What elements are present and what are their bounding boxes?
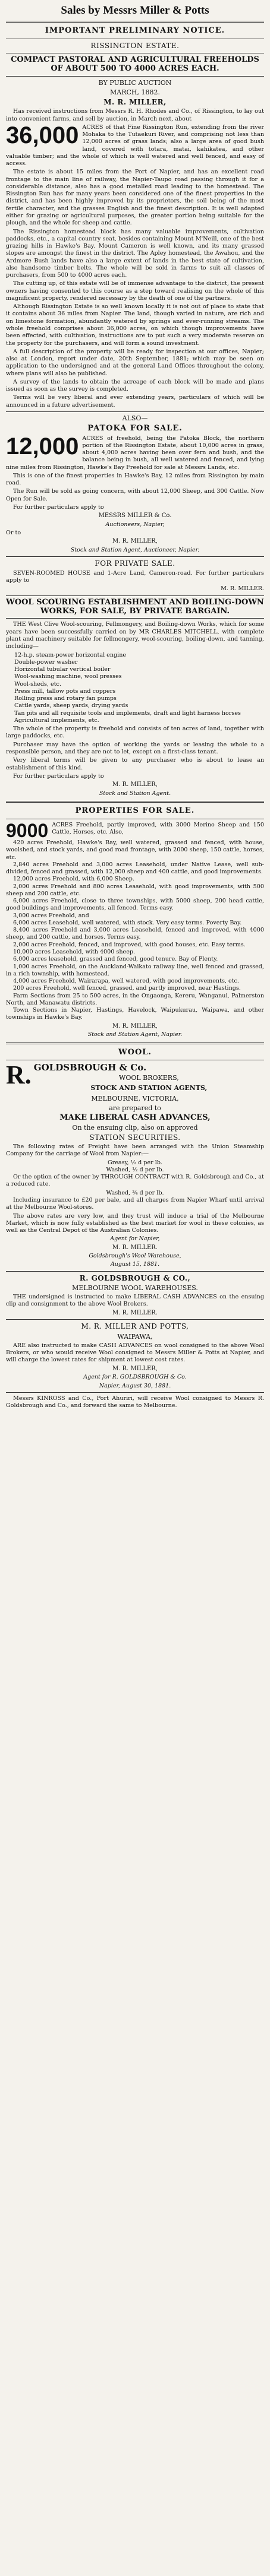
property-item: 6,000 acres leasehold, grassed and fenced, good tenure. Bay of Plenty. [13, 956, 218, 963]
goldsbrough-line: are prepared to [109, 1104, 161, 1112]
divider [6, 801, 264, 803]
divider [6, 1271, 264, 1272]
wool-items-list [14, 652, 264, 725]
property-item: 2,000 acres Freehold, fenced, and improved, with good houses, etc. Easy terms. [13, 941, 246, 948]
divider [6, 556, 264, 557]
notice-para: Terms will be very liberal and ever extending years, particulars of which will be announced in a future advertisement. [6, 394, 264, 408]
miller-potts-title: M. R. MILLER AND POTTS, [81, 1322, 189, 1331]
property-item: 1,000 acres Freehold, on the Auckland-Waikato railway line, well fenced and grassed, in a rich township, with homestead. [6, 963, 264, 977]
property-item: 6,000 acres Leasehold, well watered, with stock. Very easy terms. Poverty Bay. [13, 919, 242, 926]
private-agent: M. R. MILLER. [221, 585, 264, 592]
freight-rate: Washed, ¾ d per lb. [106, 1189, 164, 1196]
goldsbrough-para: The above rates are very low, and they trust will induce a trial of the Melbourne Market, which is now fully established as the best market for wool in these colonies, as well as the Central Depot of the Australian Colonies. [6, 1212, 264, 1234]
list-item: Wool-washing machine, wool presses [14, 673, 122, 680]
acres-number: 36,000 [6, 122, 79, 148]
goldsbrough-agent-sub: Goldsbrough's Wool Warehouse, [89, 1253, 181, 1260]
goldsbrough-agent-for: Agent for Napier, [110, 1235, 160, 1243]
wool-section-title: WOOL. [118, 1047, 152, 1057]
wool-para: Very liberal terms will be given to any purchaser who is about to lease an establishment of this kind. [6, 757, 264, 771]
patoka-agent2: M. R. MILLER, [112, 538, 158, 545]
property-item: 420 acres Freehold, Hawke's Bay, well watered, grassed and fenced, with house, woolshed, and stock yards, and good road frontage, with 2000 sheep, 150 cattle, horses, etc. [6, 839, 264, 861]
list-item: Double-power washer [14, 658, 78, 666]
property-item: 4,000 acres Freehold, Wairarapa, well watered, with good improvements, etc. [13, 978, 239, 985]
goldsbrough-ad [6, 1048, 264, 1269]
melbourne-subtitle: MELBOURNE WOOL WAREHOUSES. [72, 1284, 198, 1292]
divider [6, 618, 264, 619]
property-item: 12,000 acres Freehold, with 6,000 Sheep. [13, 876, 134, 883]
notice-para: The cutting up, of this estate will be of immense advantage to the district, the present owners having consented to this course as a step toward realising on the whole of this magnificent property, rendered necessary by the death of one of the partners. [6, 280, 264, 302]
patoka-acres-number: 12,000 [6, 433, 79, 460]
notice-title: IMPORTANT PRELIMINARY NOTICE. [45, 26, 225, 35]
also-label: ALSO— [122, 414, 148, 422]
wool-para: The whole of the property is freehold and consists of ten acres of land, together with large paddocks, etc. [6, 725, 264, 740]
property-item: 200 acres Freehold, well fenced, grassed, and partly improved, near Hastings. [13, 985, 241, 992]
list-item: 12-h.p. steam-power horizontal engine [14, 651, 127, 658]
patoka-agent1-sub: Auctioneers, Napier, [105, 521, 165, 528]
goldsbrough-line: STOCK AND STATION AGENTS, [90, 1083, 208, 1092]
notice-para: A survey of the lands to obtain the acreage of each block will be made and plans issued as soon as the survey is completed. [6, 378, 264, 393]
divider [6, 1319, 264, 1320]
rissington-notice [6, 26, 264, 409]
patoka-agent2-sub: Stock and Station Agent, Auctioneer, Napier. [70, 547, 200, 554]
goldsbrough-para: Including insurance to £20 per bale, and all charges from Napier Wharf until arrival at the Melbourne Wool-stores. [6, 1197, 264, 1211]
divider [6, 21, 264, 23]
wool-scouring-ad [6, 598, 264, 797]
properties-title: PROPERTIES FOR SALE. [75, 806, 195, 815]
notice-intro: Has received instructions from Messrs R. H. Rhodes and Co., of Rissington, to lay out into convenient farms, and sell by auction, in March next, about [6, 108, 264, 122]
list-item: Horizontal tubular vertical boiler [14, 666, 111, 673]
wool-agent-sub: Stock and Station Agent. [99, 790, 171, 797]
list-item: Wool-sheds, etc. [14, 680, 61, 687]
miller-potts-agent-sub: Agent for R. GOLDSBROUGH & Co. [83, 1374, 187, 1381]
goldsbrough-para: The following rates of Freight have been arranged with the Union Steamship Company for the carriage of Wool from Napier:— [6, 1143, 264, 1158]
properties-agent: M. R. MILLER, [112, 1022, 158, 1029]
freight-rate: Washed, ½ d per lb. [106, 1166, 164, 1173]
miller-potts-text: ARE also instructed to make CASH ADVANCES on wool consigned to the above Wool Brokers, or who would receive Wool consigned to Messrs Miller & Potts at Napier, and will charge the lowest rates for shipment at lowest cost rates. [6, 1342, 264, 1364]
properties-agent-sub: Stock and Station Agent, Napier. [87, 1031, 183, 1038]
goldsbrough-line: On the ensuing clip, also on approved [72, 1123, 198, 1132]
list-item: Tan pits and all requisite tools and implements, draft and light harness horses [14, 709, 241, 717]
divider [6, 76, 264, 77]
melbourne-title: R. GOLDSBROUGH & CO., [79, 1273, 191, 1282]
footer-text: Messrs KINROSS and Co., Port Ahuriri, will receive Wool consigned to Messrs R. Goldsbrough and Co., and forward the same to Melbourne. [6, 1395, 264, 1409]
wool-para: Purchaser may have the option of working the yards or leasing the whole to a responsible person, and they are not to let, except on a first-class tenant. [6, 741, 264, 755]
acres-text: ACRES of that Fine Rissington Run, extending from the river Mohaka to the Tutaekuri River, and comprising not less than 12,000 acres of grass lands; also a large area of good bush land, covered with totara, matai, kahikatea, and other valuable timber; and the whole of which is well watered and well fenced, and easy of access. [6, 123, 264, 167]
estate-name: RISSINGTON ESTATE. [90, 41, 180, 50]
property-item: Farm Sections from 25 to 500 acres, in the Ongaonga, Kereru, Wanganui, Palmerston North, and Manawatu districts. [6, 992, 264, 1006]
list-item: Agricultural implements, etc. [14, 717, 99, 724]
goldsbrough-line: MAKE LIBERAL CASH ADVANCES, [59, 1113, 211, 1122]
notice-para: Although Rissington Estate is so well known locally it is not out of place to state that it contains about 36 miles from Napier. The land, though varied in nature, are rich and on limestone formation, abundantly watered by springs and ever-running streams. The whole freehold comprises about 36,000 acres, on which though improvements have been effected, with cultivation, instructions are to put such a very moderate reserve on the property for the purchasers, and will form a sound investment. [6, 303, 264, 347]
miller-potts-place: WAIPAWA, [117, 1332, 153, 1341]
miller-potts-agent: M. R. MILLER, [112, 1365, 158, 1372]
notice-subtitle: COMPACT PASTORAL AND AGRICULTURAL FREEHOLDS OF ABOUT 500 TO 4000 ACRES EACH. [11, 55, 259, 73]
private-title: FOR PRIVATE SALE. [95, 559, 175, 568]
patoka-ad [6, 414, 264, 555]
property-item: 6,000 acres Freehold, close to three townships, with 5000 sheep, 200 head cattle, good buildings and improvements, all fenced. Terms easy. [6, 898, 264, 912]
divider [6, 411, 264, 412]
notice-para: The Rissington homestead block has many valuable improvements, cultivation paddocks, etc., a capital country seat, besides containing Mount M'Neill, one of the best grazing hills in Hawke's Bay. Mount Cameron is well known, and its many grassed slopes are amongst the finest in the district. The Apley homestead, the Awahou, and the Ardmore Bush lands have also a large extent of lands in the best state of cultivation, also handsome timber belts. The whole will be sold in farms to suit all classes of purchasers, from 500 to 4000 acres each. [6, 228, 264, 279]
list-item: Rolling press and rotary fan pumps [14, 695, 117, 702]
patoka-particulars: For further particulars apply to [13, 503, 104, 511]
properties-acres-text: ACRES Freehold, partly improved, with 3000 Merino Sheep and 150 Cattle, Horses, etc. Also, [52, 821, 264, 835]
freight-rate: Greasy, ½ d per lb. [107, 1159, 163, 1166]
auction-date: MARCH, 1882. [110, 88, 160, 96]
property-item: 10,000 acres Leasehold, with 4000 sheep. [13, 948, 136, 955]
auction-label: BY PUBLIC AUCTION [98, 78, 172, 87]
notice-para: The estate is about 15 miles from the Port of Napier, and has an excellent road frontage to the main line of railway, the Napier-Taupo road passing through it for a considerable distance, also has a good metalled road leading to the homestead. The Rissington Run has for many years been considered one of the finest properties in the district, and has been highly improved by its proprietors, the soil being of the most fertile character, and the grasses English and the finest description. It is well adapted either for grazing or agricultural purposes, the greater portion being suitable for the plough, and the whole for sheep and cattle. [6, 169, 264, 227]
footer-notice [6, 1395, 264, 1410]
wool-intro: THE West Clive Wool-scouring, Fellmongery, and Boiling-down Works, which for some years have been successfully carried on by MR CHARLES MITCHELL, with complete plant and machinery suitable for fellmongery, wool-scouring, boiling-down, and tanning, including— [6, 621, 264, 650]
properties-acres-number: 9000 [6, 819, 49, 841]
or-to: Or to [6, 530, 21, 537]
goldsbrough-line: WOOL BROKERS, [119, 1074, 179, 1082]
divider [6, 595, 264, 596]
property-item: 2,840 acres Freehold and 3,000 acres Leasehold, under Native Lease, well sub-divided, fenced and grassed, with 12,000 sheep and 400 cattle, and good improvements. [6, 861, 264, 876]
private-sale-ad [6, 559, 264, 592]
patoka-acres-text: ACRES of freehold, being the Patoka Block, the northern portion of the Rissington Estate, about 10,000 acres in grass, about 4,000 acres having been over fern and bush, and the balance being in bush, all well watered and fenced, and lying nine miles from Rissington, Hawke's Bay Freehold for sale at Messrs Lands, etc. [6, 435, 264, 471]
property-item: 3,000 acres Freehold, and [13, 912, 89, 919]
goldsbrough-line: MELBOURNE, VICTORIA, [91, 1094, 179, 1102]
private-text: SEVEN-ROOMED HOUSE and 1-Acre Land, Cameron-road. For further particulars apply to [6, 569, 264, 584]
goldsbrough-date: August 15, 1881. [110, 1261, 160, 1268]
goldsbrough-line: STATION SECURITIES. [89, 1133, 181, 1142]
divider [6, 1043, 264, 1044]
patoka-note: This is one of the finest properties in Hawke's Bay, 12 miles from Rissington by main road. [6, 472, 264, 487]
wool-para: For further particulars apply to [13, 772, 104, 780]
patoka-stock: The Run will be sold as going concern, with about 12,000 Sheep, and 300 Cattle. Now Open for Sale. [6, 488, 264, 502]
drop-initial: R. [6, 1060, 32, 1090]
property-item: 8,400 acres Freehold and 3,000 acres Leasehold, fenced and improved, with 4000 sheep, and 200 cattle, and horses. Terms easy. [6, 927, 264, 941]
patoka-title: PATOKA FOR SALE. [87, 423, 183, 433]
property-item: Town Sections in Napier, Hastings, Havelock, Waipukurau, Waipawa, and other townships in Hawke's Bay. [6, 1007, 264, 1021]
goldsbrough-para: Or the option of the owner by THROUGH CONTRACT with R. Goldsbrough and Co., at a reduced rate. [6, 1174, 264, 1188]
list-item: Press mill, tallow pots and coppers [14, 687, 116, 695]
melbourne-text: THE undersigned is instructed to make LIBERAL CASH ADVANCES on the ensuing clip and consignment to the above Wool Brokers. [6, 1294, 264, 1308]
melbourne-ad [6, 1274, 264, 1317]
notice-para: A full description of the property will be ready for inspection at our offices, Napier; also at London, report under date, 20th September, 1881; which may be seen on application to the undersigned and at the general Land Offices throughout the colony, where plans will also be published. [6, 348, 264, 377]
wool-title: WOOL SCOURING ESTABLISHMENT AND BOILING-DOWN WORKS, FOR SALE, BY PRIVATE BARGAIN. [6, 597, 264, 616]
properties-ad [6, 806, 264, 1039]
miller-potts-date: Napier, August 30, 1881. [99, 1382, 171, 1389]
list-item: Cattle yards, sheep yards, drying yards [14, 702, 128, 709]
property-item: 2,000 acres Freehold and 800 acres Leasehold, with good improvements, with 500 sheep and 200 cattle, etc. [6, 883, 264, 897]
goldsbrough-agent: M. R. MILLER. [112, 1244, 158, 1251]
melbourne-agent: M. R. MILLER. [112, 1309, 158, 1316]
divider [6, 1392, 264, 1393]
patoka-agent1: MESSRS MILLER & Co. [98, 512, 172, 519]
seller-name: M. R. MILLER, [103, 97, 167, 106]
wool-agent: M. R. MILLER, [112, 781, 158, 788]
miller-potts-ad [6, 1322, 264, 1389]
masthead: Sales by Messrs Miller & Potts [61, 4, 209, 17]
goldsbrough-name: GOLDSBROUGH & Co. [33, 1062, 147, 1073]
